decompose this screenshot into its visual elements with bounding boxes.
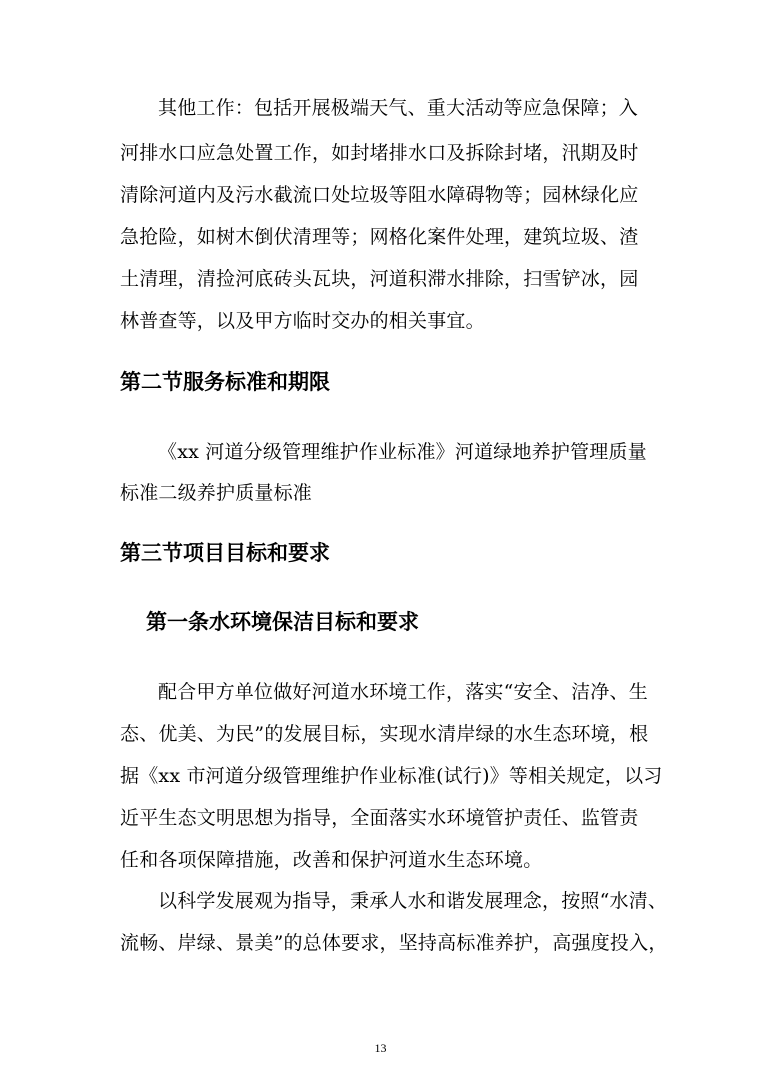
- paragraph-other-work-line-1: 其他工作：包括开展极端天气、重大活动等应急保障；入: [158, 97, 639, 119]
- page-number: 13: [374, 1041, 387, 1055]
- article-1-paragraph-1-line-1: 配合甲方单位做好河道水环境工作，落实“安全、洁净、生: [158, 681, 648, 703]
- paragraph-other-work-line-4: 急抢险，如树木倒伏清理等；网格化案件处理，建筑垃圾、渣: [120, 226, 639, 248]
- section-2-line-1: 《xx 河道分级管理维护作业标准》河道绿地养护管理质量: [158, 441, 647, 463]
- article-1-heading: 第一条水环境保洁目标和要求: [146, 610, 419, 634]
- article-1-paragraph-2-line-2: 流畅、岸绿、景美”的总体要求，坚持高标准养护，高强度投入，: [120, 932, 668, 954]
- paragraph-other-work-line-2: 河排水口应急处置工作，如封堵排水口及拆除封堵，汛期及时: [120, 142, 639, 164]
- paragraph-other-work-line-5: 土清理，清捡河底砖头瓦块，河道积滞水排除，扫雪铲冰，园: [120, 268, 639, 290]
- article-1-paragraph-1-line-5: 任和各项保障措施，改善和保护河道水生态环境。: [120, 849, 543, 871]
- paragraph-other-work-line-6: 林普查等，以及甲方临时交办的相关事宜。: [120, 310, 485, 332]
- article-1-paragraph-2-line-1: 以科学发展观为指导，秉承人水和谐发展理念，按照“水清、: [158, 890, 668, 912]
- article-1-paragraph-1-line-2: 态、优美、为民”的发展目标，实现水清岸绿的水生态环境，根: [120, 723, 649, 745]
- section-3-heading: 第三节项目目标和要求: [120, 541, 330, 565]
- article-1-paragraph-1-line-3: 据《xx 市河道分级管理维护作业标准(试行)》等相关规定，以习: [120, 765, 663, 787]
- article-1-paragraph-1-line-4: 近平生态文明思想为指导，全面落实水环境管护责任、监管责: [120, 807, 639, 829]
- section-2-heading: 第二节服务标准和期限: [120, 370, 330, 394]
- section-2-line-2: 标准二级养护质量标准: [120, 482, 313, 504]
- paragraph-other-work-line-3: 清除河道内及污水截流口处垃圾等阻水障碍物等；园林绿化应: [120, 184, 639, 206]
